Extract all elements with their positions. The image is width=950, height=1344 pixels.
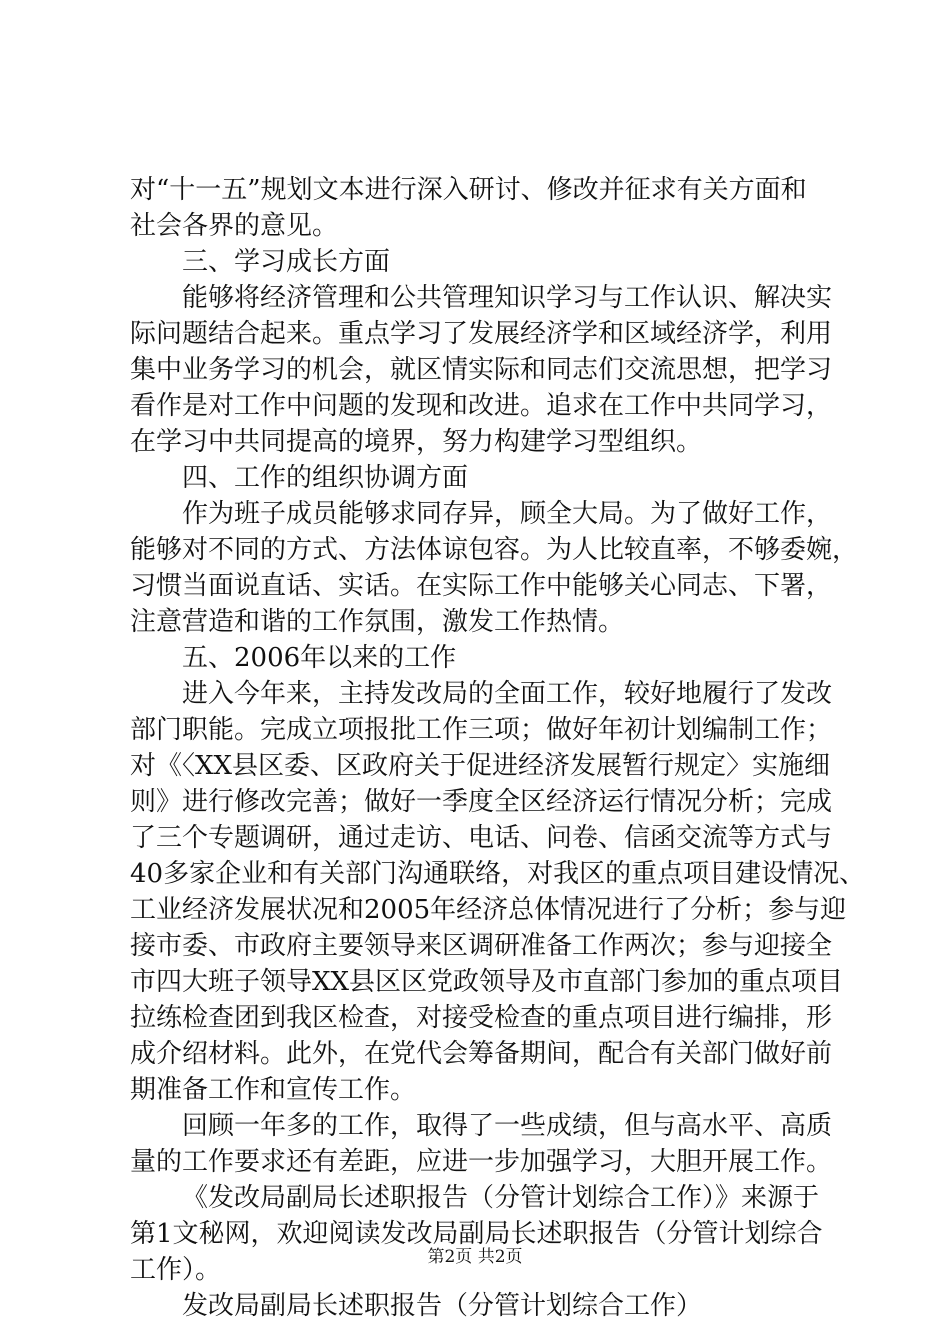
text-line: 回顾一年多的工作，取得了一些成绩，但与高水平、高质	[182, 1111, 833, 1141]
text-line: 习惯当面说直话、实话。在实际工作中能够关心同志、下署，	[130, 571, 833, 601]
text-line: 期准备工作和宣传工作。	[130, 1075, 417, 1105]
text-line: 工业经济发展状况和2005年经济总体情况进行了分析；参与迎	[130, 895, 847, 925]
text-line: 看作是对工作中问题的发现和改进。追求在工作中共同学习，	[130, 391, 833, 421]
text-line: 四、工作的组织协调方面	[182, 463, 469, 493]
text-line: 在学习中共同提高的境界，努力构建学习型组织。	[130, 427, 703, 457]
text-line: 拉练检查团到我区检查，对接受检查的重点项目进行编排，形	[130, 1003, 833, 1033]
text-line: 对“十一五”规划文本进行深入研讨、修改并征求有关方面和	[130, 175, 807, 205]
text-line: 进入今年来，主持发改局的全面工作，较好地履行了发改	[182, 679, 833, 709]
text-line: 对《〈XX县区委、区政府关于促进经济发展暂行规定〉实施细	[130, 751, 831, 781]
text-line: 量的工作要求还有差距，应进一步加强学习，大胆开展工作。	[130, 1147, 833, 1177]
text-line: 了三个专题调研，通过走访、电话、问卷、信函交流等方式与	[130, 823, 833, 853]
text-line: 作为班子成员能够求同存异，顾全大局。为了做好工作，	[182, 499, 833, 529]
text-line: 成介绍材料。此外，在党代会筹备期间，配合有关部门做好前	[130, 1039, 833, 1069]
text-line: 际问题结合起来。重点学习了发展经济学和区域经济学，利用	[130, 319, 833, 349]
text-line: 《发改局副局长述职报告（分管计划综合工作）》来源于	[182, 1183, 820, 1213]
text-line: 接市委、市政府主要领导来区调研准备工作两次；参与迎接全	[130, 931, 833, 961]
text-line: 三、学习成长方面	[182, 247, 391, 277]
text-line: 社会各界的意见。	[130, 211, 339, 241]
text-line: 能够对不同的方式、方法体谅包容。为人比较直率，不够委婉，	[130, 535, 859, 565]
text-line: 第1文秘网，欢迎阅读发改局副局长述职报告（分管计划综合	[130, 1219, 823, 1249]
page-footer: 第2页 共2页	[427, 1247, 523, 1267]
text-line: 工作）。	[130, 1255, 222, 1285]
text-line: 市四大班子领导XX县区区党政领导及市直部门参加的重点项目	[130, 967, 844, 997]
text-line: 部门职能。完成立项报批工作三项；做好年初计划编制工作；	[130, 715, 833, 745]
text-line: 注意营造和谐的工作氛围，激发工作热情。	[130, 607, 625, 637]
document-body	[130, 172, 866, 1324]
text-line: 发改局副局长述职报告（分管计划综合工作）	[182, 1291, 703, 1321]
text-line: 能够将经济管理和公共管理知识学习与工作认识、解决实	[182, 283, 833, 313]
text-line: 40多家企业和有关部门沟通联络，对我区的重点项目建设情况、	[130, 859, 866, 889]
text-line: 五、2006年以来的工作	[182, 643, 457, 673]
text-line: 则》进行修改完善；做好一季度全区经济运行情况分析；完成	[130, 787, 833, 817]
text-line: 集中业务学习的机会，就区情实际和同志们交流思想，把学习	[130, 355, 833, 385]
